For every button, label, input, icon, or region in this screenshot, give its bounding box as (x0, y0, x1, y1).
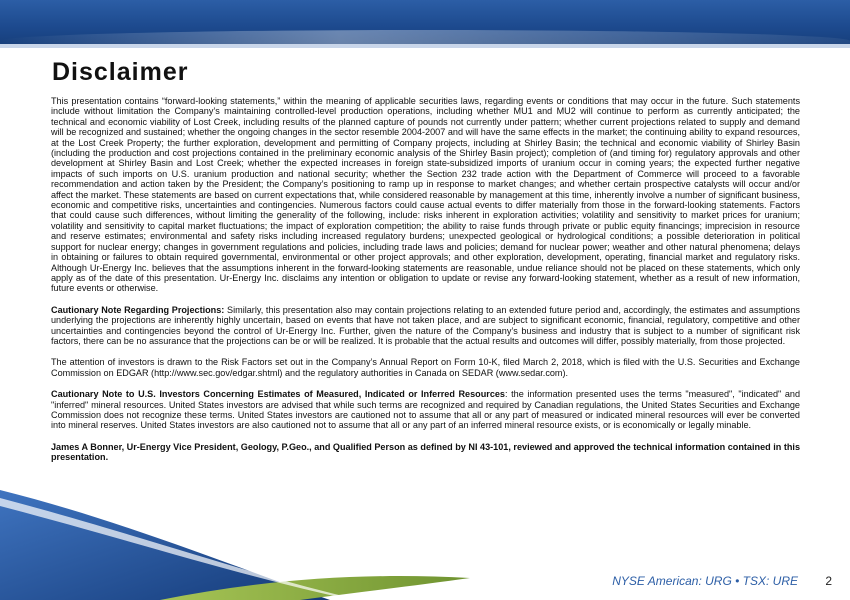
forward-looking-paragraph: This presentation contains “forward-looking statements,” within the meaning of applicable securities laws, regarding events or conditions that may occur in the future. Such statements include without limitation the Company’s maintaining controlled-level production operations, including whether MU1 and MU2 will continue to perform as currently anticipated; the technical and economic viability of Lost Creek, including results of the planned capture of pounds not currently under pattern; whether current projections related to supply and demand will be recognized and sustained; whether the ongoing changes in the sector resemble 2004-2007 and will have the same effects in the market; the continuing ability to expand resources, at the Lost Creek Property; the further exploration, development and permitting of Company projects, including at Shirley Basin; the technical and economic viability of Shirley Basin (including the production and cost projections contained in the preliminary economic analysis of the Shirley Basin project); completion of (and timing for) regulatory approvals and other development at Shirley Basin and Lost Creek; whether the expected increases in foreign state-subsidized imports of uranium occur in coming years; the expected further negative impacts of such imports on U.S. uranium production and national security; whether the Section 232 trade action with the Department of Commerce will proceed to a favorable recommendation and action taken by the President; the Company’s positioning to ramp up in response to market changes; and whether certain prospective catalysts will occur and/or affect the market. These statements are based on current expectations that, while considered reasonable by management at this time, inherently involve a number of significant business, economic and competitive risks, uncertainties and contingencies. Numerous factors could cause actual events to differ materially from those in the forward-looking statements. Factors that could cause such differences, without limiting the generality of the following, include: risks inherent in exploration activities; volatility and sensitivity to market prices for uranium; volatility and sensitivity to capital market fluctuations; the impact of exploration competition; the ability to raise funds through private or public equity financings; imprecision in resource and reserve estimates; environmental and safety risks including increased regulatory burdens; unexpected geological or hydrological conditions; a possible deterioration in political support for nuclear energy; changes in government regulations and policies, including trade laws and policies; demand for nuclear power; weather and other natural phenomena; delays in obtaining or failures to obtain required governmental, environmental or other project approvals; and other exploration, development, operating, financial market and regulatory risks. Although Ur-Energy Inc. believes that the assumptions inherent in the forward-looking statements are reasonable, undue reliance should not be placed on these statements, which only apply as of the date of this presentation. Ur-Energy Inc. disclaims any intention or obligation to update or revise any forward-looking statement, whether as a result of new information, future events or otherwise. (51, 96, 800, 294)
header-band (0, 0, 850, 48)
blue-swoosh (0, 490, 330, 600)
projections-text: Similarly, this presentation also may contain projections relating to an extended future period and, accordingly, the estimates and assumptions underlying the projections are inherently highly uncertain, based on events that have not taken place, and are subject to significant economic, financial, regulatory, competitive and other uncertainties and contingencies beyond the control of Ur-Energy Inc. Further, given the nature of the Company’s business and industry that is subject to a number of significant risk factors, there can be no assurance that the projections can be or will be realized. It is probable that the actual results and outcomes will differ, possibly materially, from those projected. (51, 304, 800, 346)
disclaimer-body (51, 96, 800, 474)
green-swoosh (160, 576, 470, 600)
us-investors-heading: Cautionary Note to U.S. Investors Concerning Estimates of Measured, Indicated or Inferred Resources (51, 389, 505, 400)
page-number: 2 (825, 574, 832, 588)
footer-ticker: NYSE American: URG • TSX: URE (612, 574, 798, 588)
us-investors-text: : the information presented uses the terms "measured", "indicated" and "inferred" mineral resources. United States investors are advised that while such terms are recognized and required by Canadian regulations, the United States Securities and Exchange Commission does not recognize these terms. United States investors are cautioned not to assume that all or any part of measured or indicated mineral resources will ever be converted into mineral reserves. United States investors are also cautioned not to assume that all or any part of an inferred mineral resource exists, or is economically or legally minable. (51, 389, 801, 431)
header-divider (0, 44, 850, 48)
qualified-person-text: James A Bonner, Ur-Energy Vice President, Geology, P.Geo., and Qualified Person as defined by NI 43-101, reviewed and approved the technical information contained in this presentation. (51, 441, 800, 463)
page-title: Disclaimer (52, 58, 189, 86)
white-arc (0, 498, 360, 600)
projections-paragraph (51, 305, 800, 347)
us-investors-paragraph (51, 389, 800, 431)
risk-factors-paragraph: The attention of investors is drawn to the Risk Factors set out in the Company’s Annual Report on Form 10-K, filed March 2, 2018, which is filed with the U.S. Securities and Exchange Commission on EDGAR (http://www.sec.gov/edgar.shtml) and the regulatory authorities in Canada on SEDAR (www.sedar.com). (51, 357, 800, 378)
qualified-person-paragraph (51, 442, 800, 463)
projections-heading: Cautionary Note Regarding Projections: (51, 304, 225, 315)
